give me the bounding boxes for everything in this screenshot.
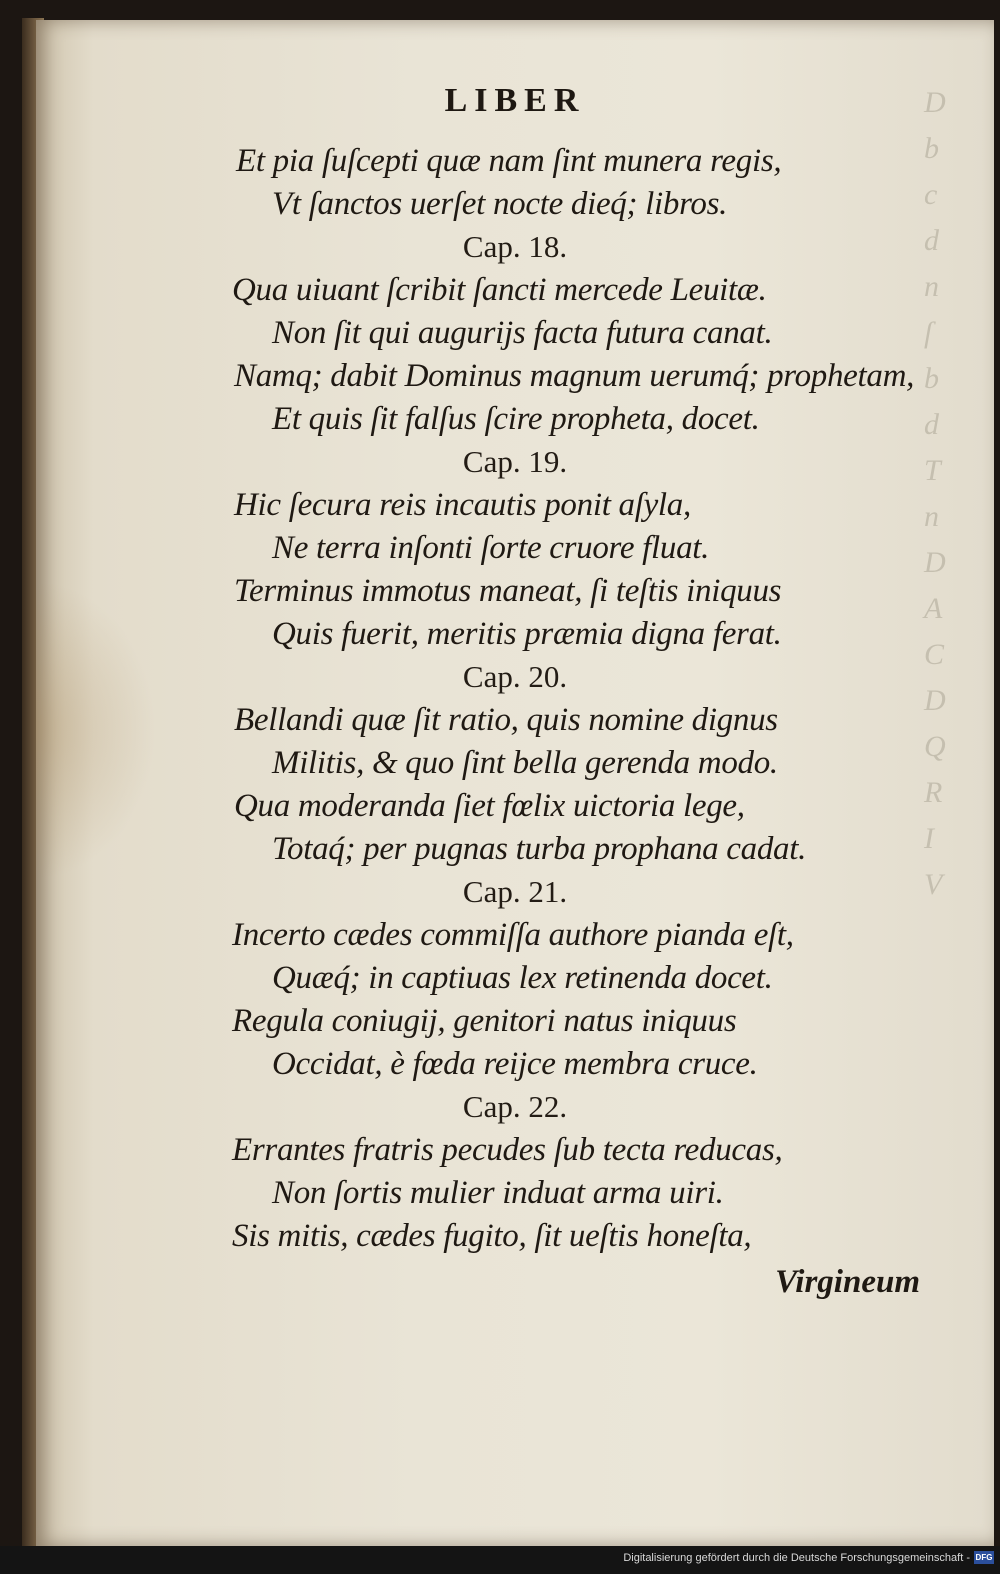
verse-line: Vt ſanctos uerſet nocte dieq́; libros. bbox=[272, 186, 728, 222]
paper-stain bbox=[36, 580, 156, 880]
verse-line: Hic ſecura reis incautis ponit aſyla, bbox=[234, 487, 691, 523]
verse-line: Et quis ſit falſus ſcire propheta, docet. bbox=[272, 401, 760, 437]
chapter-heading: Cap. 20. bbox=[462, 659, 568, 694]
show-through-text: D b c d n ſ b d T n D A C D Q R I V bbox=[924, 86, 946, 901]
dfg-logo-icon: DFG bbox=[975, 1553, 993, 1562]
chapter-heading: Cap. 21. bbox=[462, 874, 568, 909]
chapter-heading: Cap. 18. bbox=[462, 229, 568, 264]
running-head: LIBER bbox=[444, 82, 586, 119]
verse-line: Namq; dabit Dominus magnum uerumq́; prophetam, bbox=[234, 358, 915, 394]
verse-line: Quæq́; in captiuas lex retinenda docet. bbox=[272, 960, 773, 996]
book-page bbox=[36, 20, 994, 1546]
chapter-heading: Cap. 19. bbox=[462, 444, 568, 479]
catchword: Virgineum bbox=[775, 1264, 920, 1300]
verse-line: Ne terra inſonti ſorte cruore fluat. bbox=[272, 530, 710, 566]
verse-line: Incerto cædes commiſſa authore pianda eſt, bbox=[232, 917, 794, 953]
verse-line: Errantes fratris pecudes ſub tecta reducas, bbox=[232, 1132, 783, 1168]
verse-line: Quis fuerit, meritis præmia digna ferat. bbox=[272, 616, 782, 652]
verse-line: Qua uiuant ſcribit ſancti mercede Leuitæ. bbox=[232, 272, 767, 308]
verse-line: Bellandi quæ ſit ratio, quis nomine dignus bbox=[234, 702, 778, 738]
verse-line: Non ſit qui augurijs facta futura canat. bbox=[272, 315, 773, 351]
funding-credit: Digitalisierung gefördert durch die Deutsche Forschungsgemeinschaft - bbox=[623, 1552, 970, 1564]
verse-line: Militis, & quo ſint bella gerenda modo. bbox=[272, 745, 778, 781]
verse-line: Et pia ſuſcepti quæ nam ſint munera regis, bbox=[236, 143, 782, 179]
chapter-heading: Cap. 22. bbox=[462, 1089, 568, 1124]
verse-line: Qua moderanda ſiet fœlix uictoria lege, bbox=[234, 788, 745, 824]
verse-line: Terminus immotus maneat, ſi teſtis iniquus bbox=[234, 573, 782, 609]
verse-line: Non ſortis mulier induat arma uiri. bbox=[272, 1175, 724, 1211]
verse-line: Occidat, è fœda reijce membra cruce. bbox=[272, 1046, 758, 1082]
verse-line: Regula coniugij, genitori natus iniquus bbox=[232, 1003, 737, 1039]
verse-line: Sis mitis, cædes fugito, ſit ueſtis honeſta, bbox=[232, 1218, 752, 1254]
verse-line: Totaq́; per pugnas turba prophana cadat. bbox=[272, 831, 807, 867]
